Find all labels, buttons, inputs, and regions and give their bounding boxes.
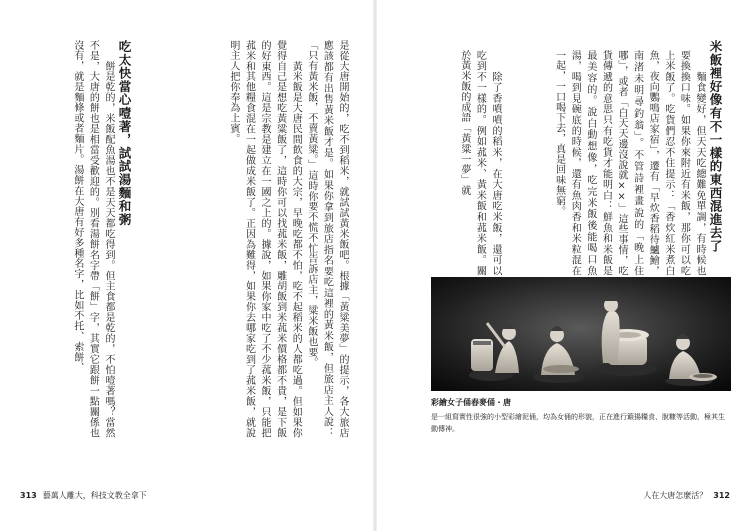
caption-title: 彩繪女子俑舂麥俑・唐 (431, 398, 511, 407)
paragraph: 黃米飯是大唐民間飲食的大宗，早晚吃都不怕，吃不起稻米的人都吃過。但如果你覺得自己是想吃黃粱飯了，這時你可以找菰米飯，雕胡飯到米菰米價格都不貴，是下飯的好東西。這是宗教是建立在一國之上的。據說，如果你家中吃了不少菰米飯，只能把菰米和其他糧食混在一起做成米飯了。正因為難得，如果你去哪家吃到了菰米飯，就說明主人把你奉為上賓。 (227, 40, 302, 438)
running-title: 藝萬人離大，科技文教全拿下 (42, 491, 147, 500)
section-heading: 吃太快當心噎著，試試湯麵和粥 (117, 40, 132, 227)
left-page-body (136, 40, 350, 438)
page-number: 313 (20, 491, 37, 500)
section-heading: 米飯裡好像有不一樣的東西混進去了 (708, 40, 723, 253)
caption-text: 是一組寫實性很強的小型彩繪泥俑，均為女俑的形貌，正在進行簸揚糧食、脫糠等活動，極其生動傳神。 (431, 413, 725, 433)
figurine-photo-image (431, 277, 731, 391)
page-number: 312 (713, 491, 730, 500)
right-page-footer (643, 490, 736, 501)
paragraph: 是從大唐開始的，吃不到稻米，就試試黃米飯吧。根據「黃粱美夢」的提示，各大旅店應該都有出售黃米飯才是。如果你拿到旅店指名要吃這裡的黃米飯，但旅店主人說：「只有黃米飯，不賣黃粱。」這時你要不慌不忙告訴店主，粱米飯也要。 (305, 40, 348, 438)
figurine-photo (431, 277, 731, 391)
paragraph: 餅是乾的，米飯配魚湯也不是天天都吃得到。但主食都是乾的，不怕噎著嗎？當然不是，大唐的餅也是相當受歡迎的。別看湯餅名字帶「餅」字，其實它跟餅一點關係也沒有，就是麵條或者麵片。湯餅在大唐有好多種名字，比如不托、索餅、 (71, 40, 114, 438)
running-title: 人在大唐怎麼活？ (643, 491, 708, 500)
photo-caption (431, 397, 731, 435)
right-page-body (505, 50, 707, 276)
paragraph: 除了香噴噴的稻米，在大唐吃米飯，還可以吃到不一樣的。例如菰米、黃米飯和菰米飯。關於黃米飯的成語「黃粱一夢」就 (458, 50, 501, 276)
left-page-body-continued (20, 40, 116, 438)
right-page (375, 0, 750, 531)
paragraph: 麵食變好，但天天吃總難免單調，有時候也要換換口味。如果你來附近有米飯，那你可以吃上米飯了。吃貨們忍不住提示：「香炊紅米煮白魚，夜向鸚鳴店家宿」，遷有「早炊香稻待鱸鱠，南渚未明尋釣翁」。不管詩裡畫說的「晚上住哪」，或者「白天天邊沒說就××」這些事情，吃貨傳遞的意思只有吃貨才能明白：鮮魚和米飯是最美容的。說白動想像，吃完米飯後能喝口魚湯，喝到見碗底的時候，還有魚肉香和米粒混在一起，一口喝下去，真是回味無窮。 (553, 50, 705, 276)
right-page-body-continued (395, 50, 503, 276)
left-page-footer (14, 490, 147, 501)
